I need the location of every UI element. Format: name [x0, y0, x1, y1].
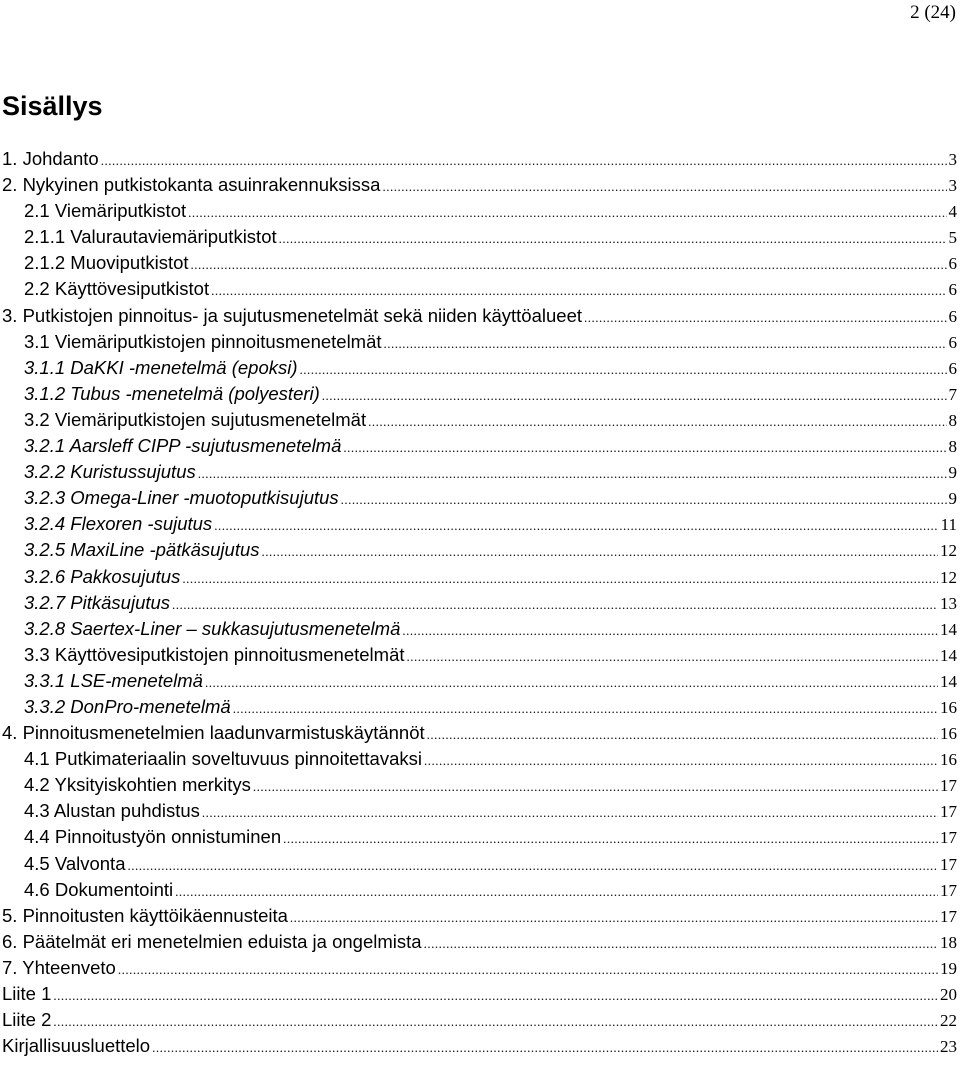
toc-entry-title: 2.2 Käyttövesiputkistot: [24, 278, 210, 300]
toc-dot-leader: [384, 336, 947, 352]
toc-entry-title: 2.1.2 Muoviputkistot: [24, 252, 189, 274]
toc-dot-leader: [424, 753, 938, 769]
toc-dot-leader: [279, 231, 947, 247]
toc-dot-leader: [283, 831, 938, 847]
toc-entry-page: 18: [940, 932, 957, 952]
toc-entry-page: 17: [940, 828, 957, 848]
toc-entry[interactable]: [0, 200, 957, 226]
toc-entry-title: 3.3.1 LSE-menetelmä: [24, 669, 203, 691]
toc-entry-page: 5: [948, 228, 957, 248]
toc-entry-page: 6: [948, 306, 957, 326]
toc-dot-leader: [407, 649, 939, 665]
toc-entry[interactable]: [0, 644, 957, 670]
toc-entry-title: 3.2.4 Flexoren -sujutus: [24, 513, 213, 535]
toc-entry-page: 16: [940, 750, 957, 770]
toc-entry-page: 17: [940, 776, 957, 796]
toc-entry[interactable]: [0, 748, 957, 774]
toc-entry-title: 3.3.2 DonPro-menetelmä: [24, 695, 231, 717]
toc-entry-title: 2.1.1 Valurautaviemäriputkistot: [24, 226, 277, 248]
toc-entry-title: 3.1.2 Tubus -menetelmä (polyesteri): [24, 382, 320, 404]
toc-dot-leader: [175, 884, 938, 900]
toc-entry[interactable]: [0, 774, 957, 800]
toc-entry[interactable]: [0, 566, 957, 592]
toc-entry-title: 4.4 Pinnoitustyön onnistuminen: [24, 826, 282, 848]
toc-dot-leader: [101, 153, 947, 169]
toc-entry-title: 3.1.1 DaKKI -menetelmä (epoksi): [24, 356, 298, 378]
toc-entry[interactable]: [0, 618, 957, 644]
toc-entry-page: 14: [940, 619, 957, 639]
toc-dot-leader: [382, 179, 946, 195]
toc-entry-title: Kirjallisuusluettelo: [2, 1035, 151, 1057]
toc-dot-leader: [300, 362, 947, 378]
toc-entry[interactable]: [0, 1009, 957, 1035]
toc-entry-page: 12: [940, 541, 957, 561]
page-number: 2 (24): [910, 2, 956, 23]
toc-entry[interactable]: [0, 513, 957, 539]
toc-entry[interactable]: [0, 305, 957, 331]
toc-entry[interactable]: [0, 931, 957, 957]
toc-entry[interactable]: [0, 357, 957, 383]
toc-entry-title: 4.2 Yksityiskohtien merkitys: [24, 774, 251, 796]
toc-entry-title: Liite 2: [2, 1009, 52, 1031]
toc-dot-leader: [584, 310, 946, 326]
toc-dot-leader: [205, 675, 938, 691]
table-of-contents: [0, 148, 957, 1061]
toc-entry-page: 14: [940, 645, 957, 665]
toc-entry[interactable]: [0, 957, 957, 983]
toc-entry-title: 3.2.6 Pakkosujutus: [24, 565, 181, 587]
toc-dot-leader: [127, 858, 938, 874]
toc-entry-title: 3.2.8 Saertex-Liner – sukkasujutusmenetelmä: [24, 617, 401, 639]
toc-entry-title: 3.1 Viemäriputkistojen pinnoitusmenetelmät: [24, 330, 382, 352]
toc-entry[interactable]: [0, 983, 957, 1009]
toc-entry-page: 16: [940, 697, 957, 717]
toc-entry-page: 14: [940, 671, 957, 691]
toc-entry-page: 6: [948, 358, 957, 378]
toc-dot-leader: [182, 571, 938, 587]
toc-entry-page: 19: [940, 958, 957, 978]
toc-entry-page: 9: [948, 463, 957, 483]
toc-entry-page: 12: [940, 567, 957, 587]
toc-entry-title: 4.1 Putkimateriaalin soveltuvuus pinnoitettavaksi: [24, 748, 422, 770]
toc-entry-title: Liite 1: [2, 983, 52, 1004]
toc-entry[interactable]: [0, 592, 957, 618]
page-title: Sisällys: [2, 91, 103, 121]
toc-entry-title: 3.2.5 MaxiLine -pätkäsujutus: [24, 539, 260, 561]
toc-dot-leader: [198, 466, 947, 482]
toc-entry[interactable]: [0, 670, 957, 696]
toc-entry-title: 4. Pinnoitusmenetelmien laadunvarmistuskäytännöt: [2, 722, 425, 744]
toc-dot-leader: [343, 440, 946, 456]
toc-dot-leader: [262, 544, 939, 560]
toc-entry-page: 22: [940, 1011, 957, 1031]
toc-entry[interactable]: [0, 800, 957, 826]
toc-entry-page: 3: [948, 176, 957, 196]
toc-entry[interactable]: [0, 278, 957, 304]
toc-dot-leader: [152, 1040, 938, 1056]
toc-dot-leader: [202, 805, 938, 821]
toc-dot-leader: [290, 910, 938, 926]
toc-entry[interactable]: [0, 461, 957, 487]
toc-entry-page: 17: [940, 880, 957, 900]
toc-entry[interactable]: [0, 853, 957, 879]
toc-entry[interactable]: [0, 148, 957, 174]
toc-entry-page: 4: [948, 202, 957, 222]
toc-dot-leader: [427, 727, 938, 743]
toc-dot-leader: [118, 962, 938, 978]
toc-entry-title: 3.3 Käyttövesiputkistojen pinnoitusmenetelmät: [24, 643, 405, 665]
toc-dot-leader: [424, 936, 938, 952]
toc-entry-title: 3. Putkistojen pinnoitus- ja sujutusmenetelmät sekä niiden käyttöalueet: [2, 304, 583, 326]
toc-entry-page: 6: [948, 254, 957, 274]
toc-entry[interactable]: [0, 383, 957, 409]
toc-entry[interactable]: [0, 174, 957, 200]
toc-entry-page: 20: [940, 985, 957, 1004]
toc-entry-page: 23: [940, 1037, 957, 1057]
toc-entry-page: 3: [948, 150, 957, 169]
toc-entry-page: 17: [940, 906, 957, 926]
toc-entry-page: 13: [940, 593, 957, 613]
toc-entry[interactable]: [0, 252, 957, 278]
toc-entry-title: 2. Nykyinen putkistokanta asuinrakennuksissa: [2, 174, 381, 196]
toc-entry-page: 16: [940, 724, 957, 744]
toc-entry-title: 3.2.1 Aarsleff CIPP -sujutusmenetelmä: [24, 435, 342, 457]
toc-entry-title: 2.1 Viemäriputkistot: [24, 200, 187, 222]
toc-entry-title: 7. Yhteenveto: [2, 956, 116, 978]
toc-dot-leader: [53, 1014, 938, 1030]
toc-entry-page: 17: [940, 802, 957, 822]
toc-dot-leader: [191, 257, 947, 273]
toc-entry-page: 11: [940, 515, 957, 535]
toc-entry-title: 6. Päätelmät eri menetelmien eduista ja ongelmista: [2, 930, 422, 952]
toc-entry-title: 4.6 Dokumentointi: [24, 878, 174, 900]
toc-entry-title: 4.3 Alustan puhdistus: [24, 800, 200, 822]
toc-entry[interactable]: [0, 539, 957, 565]
toc-entry-title: 3.2 Viemäriputkistojen sujutusmenetelmät: [24, 408, 367, 430]
toc-dot-leader: [233, 701, 938, 717]
toc-entry-title: 3.2.3 Omega-Liner -muotoputkisujutus: [24, 487, 339, 509]
toc-entry[interactable]: [0, 826, 957, 852]
toc-dot-leader: [402, 623, 938, 639]
toc-entry[interactable]: [0, 487, 957, 513]
toc-entry-title: 3.2.7 Pitkäsujutus: [24, 591, 171, 613]
toc-entry[interactable]: [0, 1035, 957, 1061]
toc-entry-title: 3.2.2 Kuristussujutus: [24, 461, 196, 483]
toc-dot-leader: [322, 388, 947, 404]
toc-dot-leader: [341, 492, 947, 508]
toc-dot-leader: [211, 283, 946, 299]
toc-entry-page: 17: [940, 854, 957, 874]
toc-dot-leader: [53, 988, 938, 1004]
toc-entry-title: 4.5 Valvonta: [24, 852, 126, 874]
toc-dot-leader: [214, 518, 938, 534]
toc-entry-page: 9: [948, 489, 957, 509]
toc-entry[interactable]: [0, 905, 957, 931]
toc-dot-leader: [253, 779, 938, 795]
toc-dot-leader: [172, 597, 938, 613]
toc-entry[interactable]: [0, 409, 957, 435]
toc-entry[interactable]: [0, 879, 957, 905]
toc-entry[interactable]: [0, 226, 957, 252]
toc-entry[interactable]: [0, 331, 957, 357]
toc-entry-page: 6: [948, 280, 957, 300]
toc-dot-leader: [368, 414, 946, 430]
toc-entry-page: 6: [948, 332, 957, 352]
toc-entry[interactable]: [0, 435, 957, 461]
toc-entry[interactable]: [0, 696, 957, 722]
toc-entry-title: 5. Pinnoitusten käyttöikäennusteita: [2, 904, 288, 926]
toc-dot-leader: [188, 205, 946, 221]
toc-entry-page: 8: [948, 437, 957, 457]
toc-entry-page: 8: [948, 410, 957, 430]
toc-entry-page: 7: [948, 384, 957, 404]
toc-entry[interactable]: [0, 722, 957, 748]
toc-entry-title: 1. Johdanto: [2, 148, 99, 169]
